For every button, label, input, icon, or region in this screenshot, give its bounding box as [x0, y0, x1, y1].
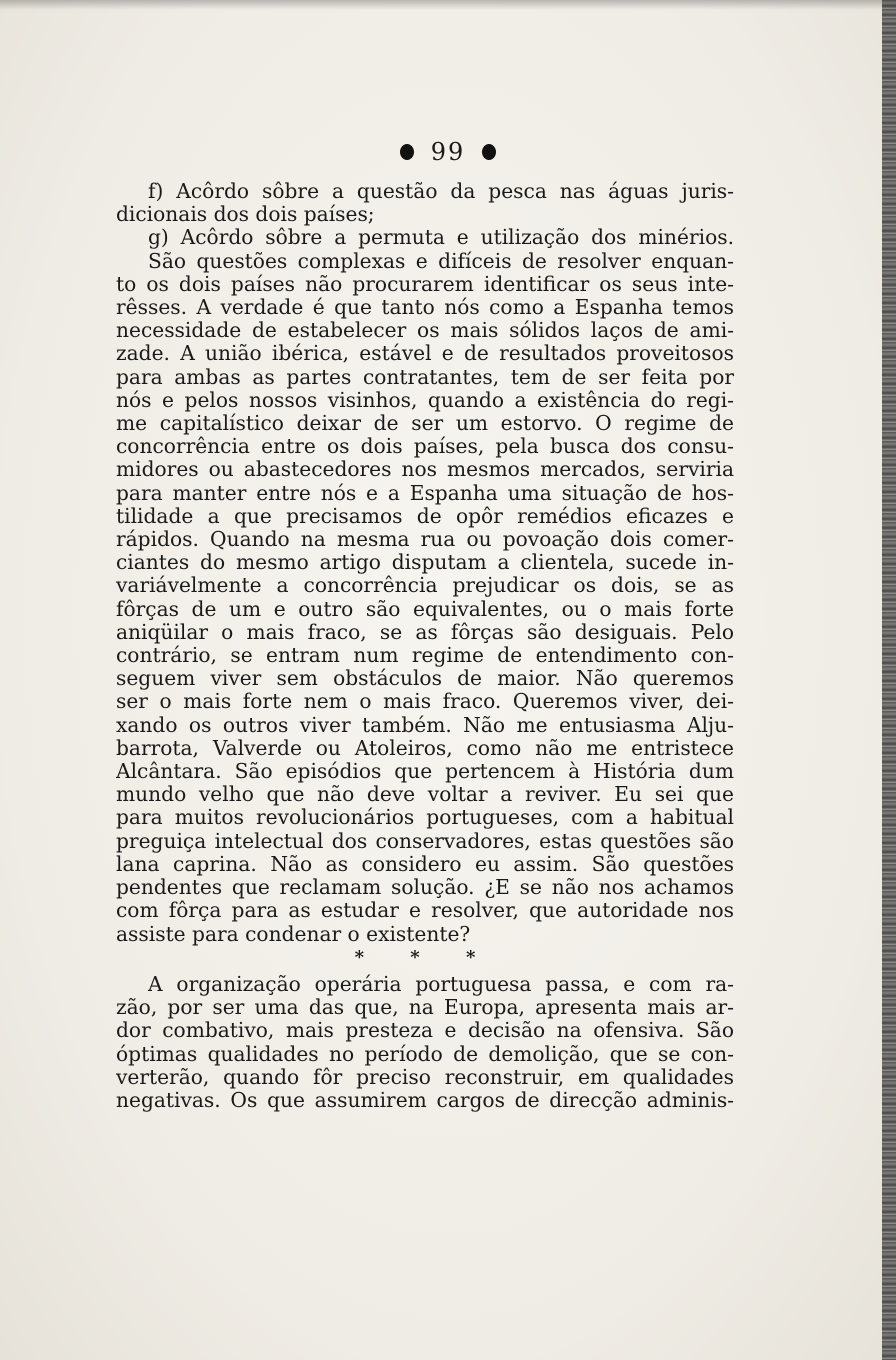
text-line: óptimas qualidades no período de demolição, que se con-: [116, 1042, 734, 1066]
header-dot-left: [400, 144, 414, 160]
text-line: necessidade de estabelecer os mais sólidos laços de ami-: [116, 319, 734, 343]
page-number: 99: [430, 138, 466, 166]
text-line: xando os outros viver também. Não me entusiasma Alju-: [116, 713, 734, 737]
text-line: A organização operária portuguesa passa, e com ra-: [148, 972, 734, 996]
text-line: g) Acôrdo sôbre a permuta e utilização dos minérios.: [148, 226, 734, 250]
text-line: Alcântara. São episódios que pertencem à História dum: [116, 760, 734, 784]
text-line: contrário, se entram num regime de entendimento con-: [116, 644, 734, 668]
section-separator: * * *: [354, 946, 496, 968]
text-line: fôrças de um e outro são equivalentes, ou o mais forte: [116, 597, 734, 621]
text-line: dicionais dos dois países;: [116, 203, 375, 227]
text-line: barrota, Valverde ou Atoleiros, como não me entristece: [116, 736, 734, 760]
text-line: rápidos. Quando na mesma rua ou povoação dois comer-: [116, 528, 734, 552]
text-line: aniqüilar o mais fraco, se as fôrças são desiguais. Pelo: [116, 620, 734, 644]
text-line: pendentes que reclamam solução. ¿E se não nos achamos: [116, 876, 734, 900]
text-line: to os dois países não procurarem identificar os seus inte-: [116, 272, 734, 296]
text-line: f) Acôrdo sôbre a questão da pesca nas águas juris-: [148, 180, 734, 203]
text-line: zão, por ser uma das que, na Europa, apresenta mais ar-: [116, 996, 734, 1020]
body-text: [116, 180, 734, 1112]
text-line: lana caprina. Não as considero eu assim. São questões: [116, 852, 734, 876]
text-line: preguiça intelectual dos conservadores, estas questões são: [116, 829, 734, 853]
text-line: nós e pelos nossos visinhos, quando a existência do regi-: [116, 388, 734, 412]
text-line: zade. A união ibérica, estável e de resultados proveitosos: [116, 342, 734, 366]
text-line: rêsses. A verdade é que tanto nós como a Espanha temos: [116, 296, 734, 320]
text-line: seguem viver sem obstáculos de maior. Não queremos: [116, 667, 734, 691]
text-line: midores ou abastecedores nos mesmos mercados, serviria: [116, 458, 734, 482]
text-line: para manter entre nós e a Espanha uma situação de hos-: [116, 481, 734, 505]
text-line: tilidade a que precisamos de opôr remédios eficazes e: [116, 504, 734, 528]
page-binding-edge: [882, 0, 896, 1360]
text-line: para muitos revolucionários portugueses, com a habitual: [116, 806, 734, 830]
text-line: dor combativo, mais presteza e decisão na ofensiva. São: [116, 1019, 734, 1043]
text-line: com fôrça para as estudar e resolver, que autoridade nos: [116, 899, 734, 923]
text-line: verterão, quando fôr preciso reconstruir, em qualidades: [116, 1065, 734, 1089]
text-line: ciantes do mesmo artigo disputam a clientela, sucede in-: [116, 551, 734, 575]
text-line: variávelmente a concorrência prejudicar os dois, se as: [116, 574, 734, 598]
text-line: São questões complexas e difíceis de resolver enquan-: [148, 249, 734, 273]
text-line: negativas. Os que assumirem cargos de direcção adminis-: [116, 1088, 734, 1112]
text-line: mundo velho que não deve voltar a reviver. Eu sei que: [116, 783, 734, 807]
text-line: para ambas as partes contratantes, tem de ser feita por: [116, 365, 734, 389]
text-line: ser o mais forte nem o mais fraco. Queremos viver, dei-: [116, 690, 734, 714]
text-line: me capitalístico deixar de ser um estorvo. O regime de: [116, 412, 734, 436]
text-line: assiste para condenar o existente?: [116, 922, 471, 946]
text-line: concorrência entre os dois países, pela busca dos consu-: [116, 435, 734, 459]
header-dot-right: [482, 144, 496, 160]
page-top-shadow: [0, 0, 896, 10]
page-header: [0, 136, 896, 166]
